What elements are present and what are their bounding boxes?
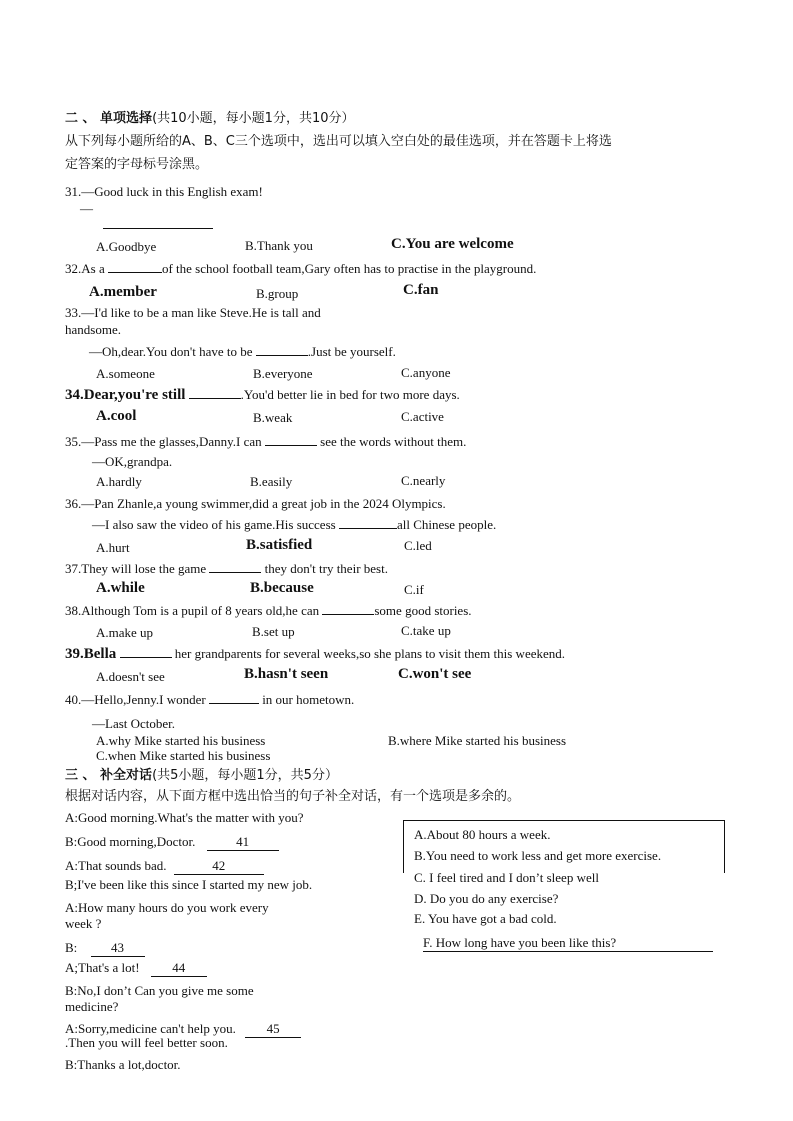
q35-reply: —OK,grandpa. (92, 454, 173, 469)
q33-blank (256, 343, 308, 356)
section-2-title-bold: 二 、 单项选择 (65, 111, 153, 126)
section-2-title (65, 110, 355, 127)
dialog-line-1: A:Good morning.What's the matter with you? (65, 810, 304, 825)
blank-43[interactable]: 43 (91, 940, 145, 957)
section-2-instruction-line1: 从下列每小题所给的A、B、C三个选项中，选出可以填入空白处的最佳选项，并在答题卡上将选 (65, 134, 612, 149)
q36-option-c[interactable]: C.led (404, 538, 432, 553)
q35-option-c[interactable]: C.nearly (401, 473, 446, 488)
section-3-title (65, 767, 338, 784)
q35-stem-pre: 35.—Pass me the glasses,Danny.I can (65, 434, 262, 449)
dialog-line-10: medicine? (65, 999, 119, 1014)
q36-option-b[interactable]: B.satisfied (246, 537, 313, 553)
q35-option-a[interactable]: A.hardly (96, 474, 142, 489)
q33-reply (89, 343, 396, 360)
blank-42[interactable]: 42 (174, 858, 264, 875)
dialog-line-7-text: B: (65, 940, 78, 955)
q39-option-b[interactable]: B.hasn't seen (244, 666, 329, 682)
option-b[interactable]: B.You need to work less and get more exercise. (414, 848, 662, 863)
q35-blank (265, 433, 317, 446)
q38-option-b[interactable]: B.set up (252, 624, 295, 639)
section-3-title-bold: 三 、 补全对话 (65, 768, 153, 783)
q39-blank (120, 645, 172, 658)
q35-stem-post: see the words without them. (320, 434, 467, 449)
q31-option-b[interactable]: B.Thank you (245, 238, 313, 253)
q37-option-a[interactable]: A.while (96, 580, 145, 596)
q39-stem-post: her grandparents for several weeks,so she plans to visit them this weekend. (174, 646, 566, 661)
q36-option-a[interactable]: A.hurt (96, 540, 130, 555)
option-a[interactable]: A.About 80 hours a week. (414, 827, 551, 842)
q34-stem-pre: 34.Dear,you're still (65, 387, 186, 403)
q38-stem (65, 602, 472, 619)
dialog-line-8-text: A;That's a lot! (65, 960, 140, 975)
q32-option-a[interactable]: A.member (89, 284, 157, 300)
q34-option-a[interactable]: A.cool (96, 408, 137, 424)
q36-stem-line1: 36.—Pan Zhanle,a young swimmer,did a great job in the 2024 Olympics. (65, 496, 446, 511)
dialog-line-3 (65, 858, 264, 875)
q31-dash: — (80, 201, 93, 216)
q33-reply-post: .Just be yourself. (307, 344, 396, 359)
q34-stem-post: .You'd better lie in bed for two more days. (240, 387, 460, 402)
q39-stem-bold: 39.Bella (65, 646, 117, 662)
dialog-line-12: .Then you will feel better soon. (65, 1035, 228, 1050)
q37-option-c[interactable]: C.if (404, 582, 424, 597)
q38-stem-post: some good stories. (374, 603, 472, 618)
dialog-line-11-text: A:Sorry,medicine can't help you. (65, 1021, 236, 1036)
dialog-line-3-text: A:That sounds bad. (65, 858, 167, 873)
q32-blank (108, 260, 162, 273)
section-2-instruction-line2: 定答案的字母标号涂黑。 (65, 157, 209, 172)
q34-option-b[interactable]: B.weak (253, 410, 293, 425)
q36-blank (339, 516, 397, 529)
dialog-line-5: A:How many hours do you work every (65, 900, 269, 915)
dialog-line-2-text: B:Good morning,Doctor. (65, 834, 196, 849)
section-3-title-rest: (共5小题，每小题1分，共5分） (152, 768, 338, 783)
dialog-line-4: B;I've been like this since I started my new job. (65, 877, 313, 892)
dialog-line-13: B:Thanks a lot,doctor. (65, 1057, 181, 1072)
option-f[interactable]: F. How long have you been like this? (423, 935, 713, 952)
dialog-line-6: week ? (65, 916, 102, 931)
q32-stem-pre: 32.As a (65, 261, 105, 276)
q33-option-a[interactable]: A.someone (96, 366, 155, 381)
q40-option-b[interactable]: B.where Mike started his business (388, 733, 567, 748)
q32-stem-post: of the school football team,Gary often has to practise in the playground. (161, 261, 537, 276)
q37-option-b[interactable]: B.because (250, 580, 314, 596)
q34-stem (65, 386, 460, 403)
q40-reply: —Last October. (92, 716, 176, 731)
q40-blank (209, 691, 259, 704)
q36-reply (92, 516, 496, 533)
q40-stem (65, 691, 354, 708)
q32-option-b[interactable]: B.group (256, 286, 299, 301)
q38-option-a[interactable]: A.make up (96, 625, 154, 640)
q33-option-c[interactable]: C.anyone (401, 365, 451, 380)
q40-stem-pre: 40.—Hello,Jenny.I wonder (65, 692, 206, 707)
q36-reply-pre: —I also saw the video of his game.His success (92, 517, 336, 532)
q39-option-a[interactable]: A.doesn't see (96, 669, 165, 684)
dialog-line-7 (65, 940, 145, 957)
q35-stem (65, 433, 466, 450)
q37-stem-post: they don't try their best. (264, 561, 388, 576)
blank-44[interactable]: 44 (151, 960, 207, 977)
q35-option-b[interactable]: B.easily (250, 474, 293, 489)
q37-blank (209, 560, 261, 573)
q39-stem (65, 645, 565, 662)
dialog-line-8 (65, 960, 207, 977)
q31-blank (103, 216, 213, 233)
q36-reply-post: all Chinese people. (396, 517, 497, 532)
dialog-line-2 (65, 834, 279, 851)
option-c[interactable]: C. I feel tired and I don’t sleep well (414, 870, 599, 885)
q31-option-a[interactable]: A.Goodbye (96, 239, 157, 254)
q31-stem: 31.—Good luck in this English exam! (65, 184, 263, 199)
q40-stem-post: in our hometown. (262, 692, 355, 707)
q33-option-b[interactable]: B.everyone (253, 366, 313, 381)
q40-option-a[interactable]: A.why Mike started his business (96, 733, 266, 748)
q31-option-c[interactable]: C.You are welcome (391, 236, 514, 252)
q33-reply-pre: —Oh,dear.You don't have to be (89, 344, 253, 359)
blank-41[interactable]: 41 (207, 834, 279, 851)
q40-option-c[interactable]: C.when Mike started his business (96, 748, 271, 763)
q38-stem-pre: 38.Although Tom is a pupil of 8 years old,he can (65, 603, 320, 618)
option-d[interactable]: D. Do you do any exercise? (414, 891, 559, 906)
q34-option-c[interactable]: C.active (401, 409, 444, 424)
q34-blank (189, 386, 241, 399)
q32-stem (65, 260, 536, 277)
q37-stem (65, 560, 388, 577)
q39-option-c[interactable]: C.won't see (398, 666, 472, 682)
section-2-title-rest: (共10小题，每小题1分，共10分） (152, 111, 355, 126)
option-e[interactable]: E. You have got a bad cold. (414, 911, 557, 926)
q32-option-c[interactable]: C.fan (403, 282, 439, 298)
q33-stem-line1: 33.—I'd like to be a man like Steve.He is tall and (65, 305, 321, 320)
blank-45[interactable]: 45 (245, 1021, 301, 1038)
q38-option-c[interactable]: C.take up (401, 623, 451, 638)
dialog-line-9: B:No,I don’t Can you give me some (65, 983, 254, 998)
q38-blank (322, 602, 374, 615)
q37-stem-pre: 37.They will lose the game (65, 561, 207, 576)
q33-stem-line2: handsome. (65, 322, 121, 337)
section-3-instruction: 根据对话内容，从下面方框中选出恰当的句子补全对话，有一个选项是多余的。 (65, 789, 521, 804)
